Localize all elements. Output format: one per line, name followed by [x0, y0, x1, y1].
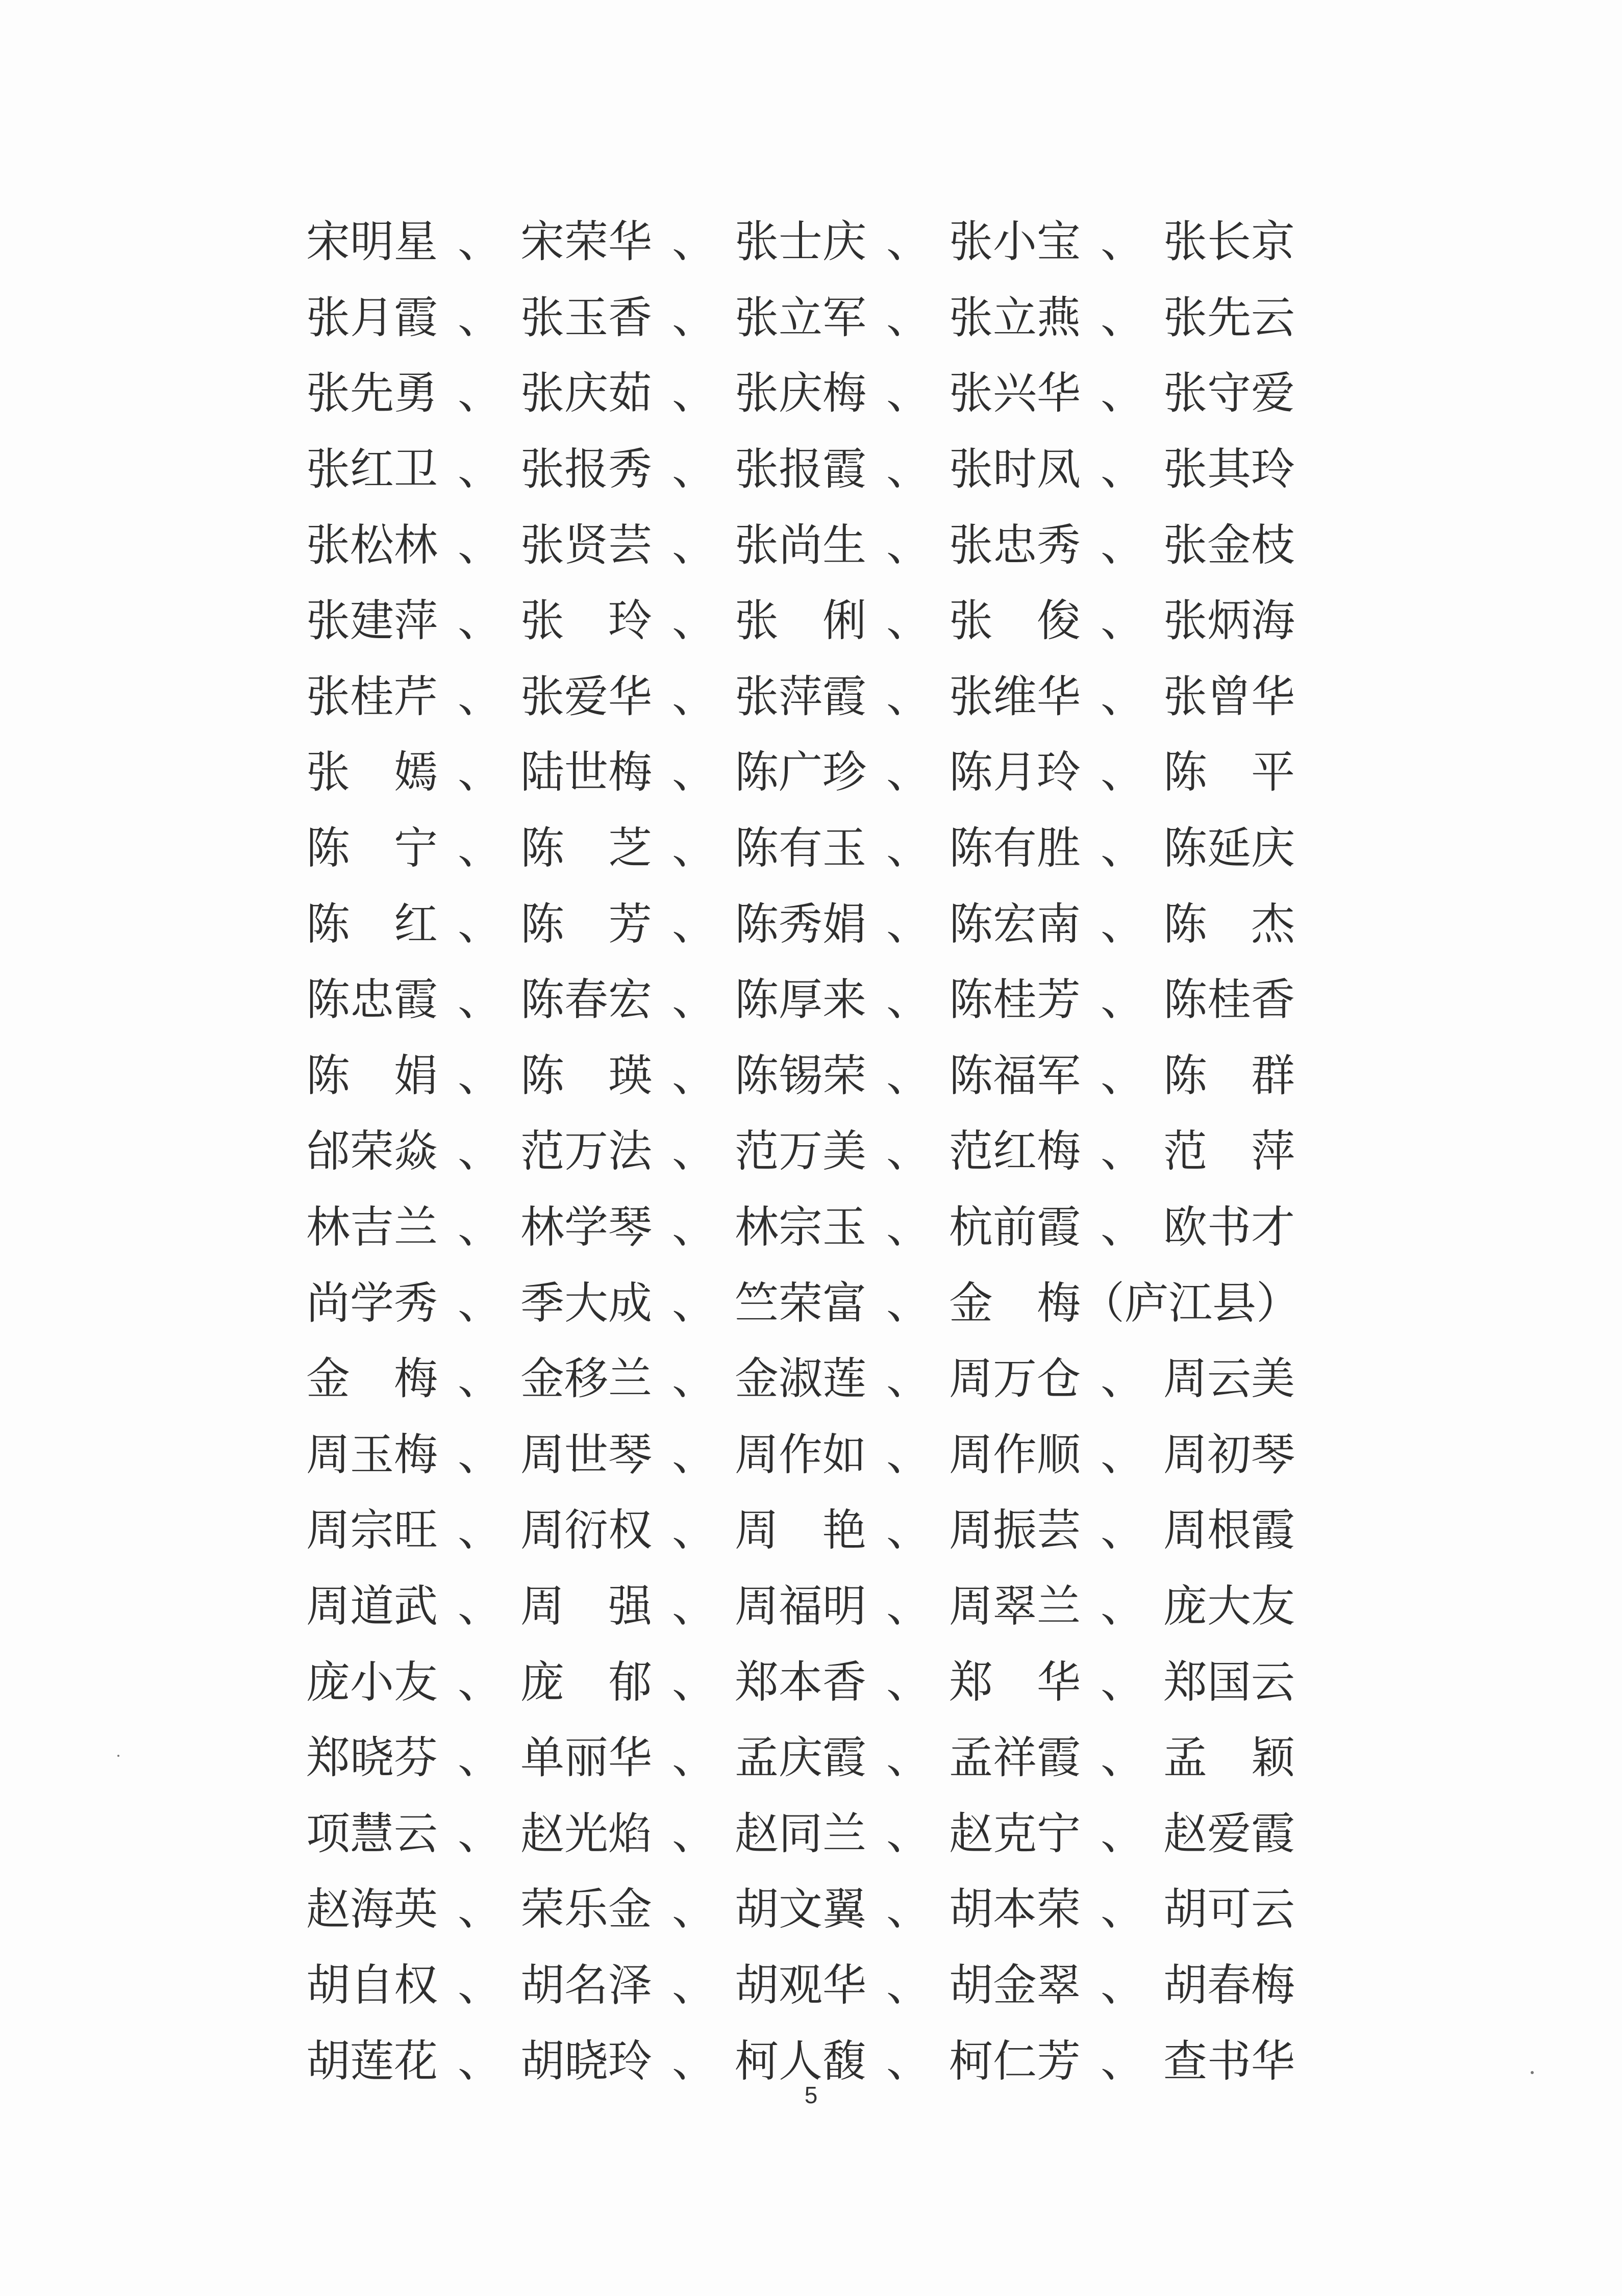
person-name: 周作顺 — [949, 1429, 1081, 1480]
person-name: 张贤芸 — [520, 519, 652, 571]
person-name: 胡自权 — [306, 1959, 438, 2011]
person-name: 胡观华 — [735, 1959, 866, 2011]
person-name: 庞小友 — [306, 1656, 438, 1708]
person-name: 孟庆霞 — [735, 1732, 866, 1784]
person-name: 金淑莲 — [735, 1353, 866, 1405]
person-name: 张立军 — [735, 292, 866, 343]
separator: 、 — [458, 1580, 502, 1632]
separator: 、 — [886, 519, 930, 571]
separator: 、 — [672, 1959, 716, 2011]
name-row — [306, 659, 1327, 735]
person-name: 陈有胜 — [949, 823, 1081, 874]
person-name: 林学琴 — [520, 1202, 652, 1253]
separator: 、 — [886, 1580, 930, 1632]
separator: 、 — [886, 444, 930, 495]
separator: 、 — [458, 1505, 502, 1556]
scan-speck — [117, 1755, 119, 1757]
person-name: 柯仁芳 — [949, 2035, 1081, 2087]
person-name: 陈福军 — [949, 1050, 1081, 1101]
person-name: 周云美 — [1163, 1353, 1295, 1405]
person-name: 张报秀 — [520, 444, 652, 495]
separator: 、 — [1101, 519, 1144, 571]
person-name: 张忠秀 — [949, 519, 1081, 571]
person-name: 周 强 — [520, 1580, 652, 1632]
separator: 、 — [1101, 216, 1144, 268]
person-name: 庞 郁 — [520, 1656, 652, 1708]
person-name: 赵克宁 — [949, 1808, 1081, 1859]
person-name: 周万仓 — [949, 1353, 1081, 1405]
person-name: 郑晓芬 — [306, 1732, 438, 1784]
person-name: 赵同兰 — [735, 1808, 866, 1859]
person-name: 陈 芳 — [520, 898, 652, 950]
person-name: 陈延庆 — [1163, 823, 1295, 874]
separator: 、 — [1101, 1959, 1144, 2011]
separator: 、 — [1101, 595, 1144, 647]
separator: 、 — [458, 823, 502, 874]
person-name: 陈 群 — [1163, 1050, 1295, 1101]
separator: 、 — [672, 1656, 716, 1708]
separator: 、 — [886, 671, 930, 722]
separator: 、 — [1101, 1656, 1144, 1708]
person-name: 张 俊 — [949, 595, 1081, 647]
person-name: 尚学秀 — [306, 1277, 438, 1329]
separator: 、 — [672, 898, 716, 950]
person-name: 周衍权 — [520, 1505, 652, 1556]
person-name: 荣乐金 — [520, 1884, 652, 1935]
separator: 、 — [672, 671, 716, 722]
person-name: 陈桂芳 — [949, 974, 1081, 1026]
separator: 、 — [1101, 292, 1144, 343]
person-name: 陈春宏 — [520, 974, 652, 1026]
separator: 、 — [1101, 823, 1144, 874]
person-name: 胡文翼 — [735, 1884, 866, 1935]
separator: 、 — [672, 595, 716, 647]
person-name: 陈厚来 — [735, 974, 866, 1026]
separator: 、 — [886, 1277, 930, 1329]
person-name: 周翠兰 — [949, 1580, 1081, 1632]
separator: 、 — [886, 2035, 930, 2087]
name-row — [306, 1265, 1327, 1341]
separator: 、 — [886, 1202, 930, 1253]
person-name: 林宗玉 — [735, 1202, 866, 1253]
separator: 、 — [886, 368, 930, 419]
person-name: 宋明星 — [306, 216, 438, 268]
separator: 、 — [886, 823, 930, 874]
person-name: 张庆梅 — [735, 368, 866, 419]
person-name: 林吉兰 — [306, 1202, 438, 1253]
name-row — [306, 1720, 1327, 1796]
person-name: 柯人馥 — [735, 2035, 866, 2087]
name-row — [306, 1644, 1327, 1720]
person-name: 赵爱霞 — [1163, 1808, 1295, 1859]
separator: 、 — [1101, 671, 1144, 722]
person-name: 张曾华 — [1163, 671, 1295, 722]
separator: 、 — [458, 1050, 502, 1101]
person-name: 张桂芹 — [306, 671, 438, 722]
person-name: 张庆茹 — [520, 368, 652, 419]
separator: 、 — [458, 519, 502, 571]
separator: 、 — [672, 823, 716, 874]
separator: 、 — [672, 1884, 716, 1935]
name-row — [306, 735, 1327, 811]
person-name: 陈忠霞 — [306, 974, 438, 1026]
separator: 、 — [672, 974, 716, 1026]
person-name: 金 梅（庐江县） — [949, 1277, 1300, 1329]
separator: 、 — [458, 1884, 502, 1935]
name-row — [306, 204, 1327, 280]
person-name: 张守爱 — [1163, 368, 1295, 419]
person-name: 周宗旺 — [306, 1505, 438, 1556]
page-number: 5 — [804, 2082, 818, 2108]
name-row — [306, 1872, 1327, 1948]
separator: 、 — [458, 747, 502, 798]
person-name: 周振芸 — [949, 1505, 1081, 1556]
person-name: 竺荣富 — [735, 1277, 866, 1329]
separator: 、 — [1101, 1580, 1144, 1632]
person-name: 张报霞 — [735, 444, 866, 495]
person-name: 胡名泽 — [520, 1959, 652, 2011]
separator: 、 — [886, 595, 930, 647]
person-name: 邰荣焱 — [306, 1126, 438, 1177]
separator: 、 — [1101, 974, 1144, 1026]
separator: 、 — [886, 216, 930, 268]
separator: 、 — [1101, 1126, 1144, 1177]
name-row — [306, 356, 1327, 432]
separator: 、 — [458, 444, 502, 495]
person-name: 胡可云 — [1163, 1884, 1295, 1935]
person-name: 张月霞 — [306, 292, 438, 343]
separator: 、 — [886, 1353, 930, 1405]
person-name: 范红梅 — [949, 1126, 1081, 1177]
separator: 、 — [672, 1126, 716, 1177]
person-name: 项慧云 — [306, 1808, 438, 1859]
separator: 、 — [672, 1050, 716, 1101]
separator: 、 — [886, 1050, 930, 1101]
person-name: 庞大友 — [1163, 1580, 1295, 1632]
person-name: 周作如 — [735, 1429, 866, 1480]
person-name: 陈秀娟 — [735, 898, 866, 950]
person-name: 张其玲 — [1163, 444, 1295, 495]
person-name: 胡春梅 — [1163, 1959, 1295, 2011]
person-name: 陈 红 — [306, 898, 438, 950]
separator: 、 — [672, 1505, 716, 1556]
person-name: 周根霞 — [1163, 1505, 1295, 1556]
separator: 、 — [886, 1429, 930, 1480]
person-name: 张时凤 — [949, 444, 1081, 495]
separator: 、 — [458, 1277, 502, 1329]
person-name: 范 萍 — [1163, 1126, 1295, 1177]
person-name: 查书华 — [1163, 2035, 1295, 2087]
separator: 、 — [458, 1732, 502, 1784]
person-name: 赵海英 — [306, 1884, 438, 1935]
person-name: 宋荣华 — [520, 216, 652, 268]
separator: 、 — [672, 368, 716, 419]
person-name: 陈有玉 — [735, 823, 866, 874]
separator: 、 — [458, 2035, 502, 2087]
person-name: 单丽华 — [520, 1732, 652, 1784]
separator: 、 — [458, 1656, 502, 1708]
person-name: 胡晓玲 — [520, 2035, 652, 2087]
person-name: 胡金翠 — [949, 1959, 1081, 2011]
person-name: 周福明 — [735, 1580, 866, 1632]
person-name: 张先勇 — [306, 368, 438, 419]
person-name: 陆世梅 — [520, 747, 652, 798]
name-row — [306, 280, 1327, 356]
person-name: 郑 华 — [949, 1656, 1081, 1708]
person-name: 陈月玲 — [949, 747, 1081, 798]
name-row — [306, 1038, 1327, 1114]
separator: 、 — [672, 1202, 716, 1253]
person-name: 金 梅 — [306, 1353, 438, 1405]
separator: 、 — [1101, 444, 1144, 495]
person-name: 陈 杰 — [1163, 898, 1295, 950]
person-name: 张 嫣 — [306, 747, 438, 798]
name-row — [306, 1493, 1327, 1569]
person-name: 张金枝 — [1163, 519, 1295, 571]
person-name: 金移兰 — [520, 1353, 652, 1405]
separator: 、 — [886, 1884, 930, 1935]
separator: 、 — [1101, 747, 1144, 798]
person-name: 郑国云 — [1163, 1656, 1295, 1708]
person-name: 张维华 — [949, 671, 1081, 722]
scan-speck — [1531, 2071, 1534, 2074]
name-row — [306, 1190, 1327, 1266]
separator: 、 — [886, 974, 930, 1026]
person-name: 周玉梅 — [306, 1429, 438, 1480]
separator: 、 — [672, 1580, 716, 1632]
separator: 、 — [1101, 1808, 1144, 1859]
person-name: 陈 平 — [1163, 747, 1295, 798]
separator: 、 — [458, 1808, 502, 1859]
name-list — [306, 204, 1327, 2099]
name-row — [306, 1114, 1327, 1190]
separator: 、 — [886, 1505, 930, 1556]
separator: 、 — [458, 1429, 502, 1480]
separator: 、 — [886, 1959, 930, 2011]
person-name: 胡本荣 — [949, 1884, 1081, 1935]
separator: 、 — [886, 1732, 930, 1784]
name-row — [306, 1569, 1327, 1645]
separator: 、 — [1101, 1505, 1144, 1556]
separator: 、 — [1101, 1884, 1144, 1935]
person-name: 张建萍 — [306, 595, 438, 647]
separator: 、 — [672, 1277, 716, 1329]
person-name: 张爱华 — [520, 671, 652, 722]
separator: 、 — [1101, 1353, 1144, 1405]
person-name: 张长京 — [1163, 216, 1295, 268]
person-name: 陈 娟 — [306, 1050, 438, 1101]
separator: 、 — [672, 1429, 716, 1480]
separator: 、 — [1101, 1429, 1144, 1480]
separator: 、 — [458, 216, 502, 268]
separator: 、 — [672, 1808, 716, 1859]
person-name: 张炳海 — [1163, 595, 1295, 647]
separator: 、 — [886, 1126, 930, 1177]
separator: 、 — [1101, 1050, 1144, 1101]
separator: 、 — [672, 216, 716, 268]
separator: 、 — [458, 974, 502, 1026]
separator: 、 — [1101, 2035, 1144, 2087]
separator: 、 — [458, 898, 502, 950]
separator: 、 — [672, 519, 716, 571]
name-row — [306, 1948, 1327, 2024]
person-name: 孟祥霞 — [949, 1732, 1081, 1784]
person-name: 张兴华 — [949, 368, 1081, 419]
person-name: 季大成 — [520, 1277, 652, 1329]
person-name: 杭前霞 — [949, 1202, 1081, 1253]
person-name: 张小宝 — [949, 216, 1081, 268]
name-row — [306, 811, 1327, 887]
separator: 、 — [1101, 368, 1144, 419]
separator: 、 — [672, 444, 716, 495]
person-name: 陈 宁 — [306, 823, 438, 874]
separator: 、 — [1101, 898, 1144, 950]
separator: 、 — [458, 671, 502, 722]
name-row — [306, 583, 1327, 659]
person-name: 范万法 — [520, 1126, 652, 1177]
person-name: 范万美 — [735, 1126, 866, 1177]
person-name: 张尚生 — [735, 519, 866, 571]
person-name: 张玉香 — [520, 292, 652, 343]
separator: 、 — [458, 292, 502, 343]
separator: 、 — [672, 1353, 716, 1405]
person-name: 周道武 — [306, 1580, 438, 1632]
person-name: 陈 芝 — [520, 823, 652, 874]
separator: 、 — [458, 1353, 502, 1405]
separator: 、 — [458, 368, 502, 419]
name-row — [306, 432, 1327, 508]
separator: 、 — [672, 1732, 716, 1784]
person-name: 周世琴 — [520, 1429, 652, 1480]
separator: 、 — [458, 595, 502, 647]
separator: 、 — [1101, 1202, 1144, 1253]
person-name: 张士庆 — [735, 216, 866, 268]
name-row — [306, 507, 1327, 583]
separator: 、 — [886, 292, 930, 343]
separator: 、 — [886, 747, 930, 798]
person-name: 陈锡荣 — [735, 1050, 866, 1101]
name-row — [306, 962, 1327, 1038]
separator: 、 — [458, 1202, 502, 1253]
person-name: 张立燕 — [949, 292, 1081, 343]
name-row — [306, 1796, 1327, 1872]
name-row — [306, 886, 1327, 962]
separator: 、 — [886, 1808, 930, 1859]
name-row — [306, 1341, 1327, 1417]
person-name: 张萍霞 — [735, 671, 866, 722]
person-name: 赵光焰 — [520, 1808, 652, 1859]
person-name: 陈 瑛 — [520, 1050, 652, 1101]
separator: 、 — [458, 1959, 502, 2011]
person-name: 张红卫 — [306, 444, 438, 495]
person-name: 周初琴 — [1163, 1429, 1295, 1480]
person-name: 张 玲 — [520, 595, 652, 647]
person-name: 孟 颖 — [1163, 1732, 1295, 1784]
separator: 、 — [672, 2035, 716, 2087]
person-name: 郑本香 — [735, 1656, 866, 1708]
person-name: 欧书才 — [1163, 1202, 1295, 1253]
person-name: 胡莲花 — [306, 2035, 438, 2087]
name-row — [306, 1417, 1327, 1493]
separator: 、 — [672, 292, 716, 343]
person-name: 周 艳 — [735, 1505, 866, 1556]
separator: 、 — [458, 1126, 502, 1177]
person-name: 陈广珍 — [735, 747, 866, 798]
person-name: 陈宏南 — [949, 898, 1081, 950]
separator: 、 — [1101, 1732, 1144, 1784]
person-name: 张 俐 — [735, 595, 866, 647]
separator: 、 — [672, 747, 716, 798]
person-name: 张松林 — [306, 519, 438, 571]
separator: 、 — [886, 1656, 930, 1708]
separator: 、 — [886, 898, 930, 950]
person-name: 张先云 — [1163, 292, 1295, 343]
person-name: 陈桂香 — [1163, 974, 1295, 1026]
